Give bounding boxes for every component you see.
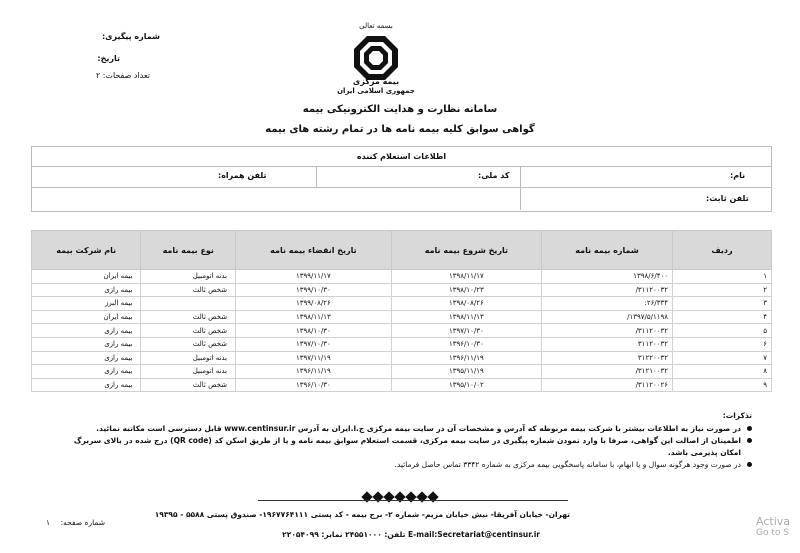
footer-divider bbox=[258, 500, 568, 501]
start-date-cell: ۱۳۹۵/۱۰/۰۲ bbox=[391, 378, 541, 392]
bullet-icon bbox=[747, 462, 752, 467]
col-start-date-header: تاریخ شروع بیمه نامه bbox=[391, 231, 541, 270]
page-title: سامانه نظارت و هدایت الکترونیکی بیمه bbox=[302, 104, 498, 115]
expiry-date-cell: ۱۳۹۶/۱۰/۳۰ bbox=[236, 378, 392, 392]
start-date-cell: ۱۳۹۸/۰۸/۲۶ bbox=[391, 297, 541, 311]
company-cell: بیمه رازی bbox=[32, 283, 141, 297]
footer-address: تهران- خیابان آفریقا- نبش خیابان مریم- شماره ۲- برج بیمه - کد پستی ۱۹۶۷۷۶۴۱۱۱- صندوق پستی ۵۵۸۸ - ۱۹۳۹۵ bbox=[154, 510, 570, 519]
expiry-date-cell: ۱۳۹۹/۱۱/۱۷ bbox=[236, 270, 392, 284]
applicant-divider-h bbox=[31, 187, 772, 188]
expiry-date-cell: ۱۳۹۹/۰۸/۲۶ bbox=[236, 297, 392, 311]
footer-contact: E-mail:Secretariat@centinsur.ir تلفن: ۲۴۵۵۱۰۰۰ نمابر: ۲۲۰۵۴۰۹۹ bbox=[282, 530, 540, 539]
row-number-cell: ۲ bbox=[673, 283, 772, 297]
page-count-label: تعداد صفحات: bbox=[102, 71, 150, 80]
applicant-grid bbox=[31, 166, 772, 212]
row-number-cell: ۶ bbox=[673, 337, 772, 351]
applicant-divider-v3 bbox=[520, 188, 521, 210]
policy-number-cell: ۳۱۲۱۰۰۳۲/ bbox=[542, 365, 673, 379]
policy-number-cell: ۱۳۹۸/۶/۴۰۰ bbox=[542, 270, 673, 284]
policy-type-cell: شخص ثالث bbox=[141, 337, 236, 351]
policy-type-cell: بدنه اتومبیل bbox=[141, 365, 236, 379]
company-cell: بیمه رازی bbox=[32, 378, 141, 392]
table-row bbox=[32, 337, 772, 351]
expiry-date-cell: ۱۳۹۹/۱۰/۳۰ bbox=[236, 283, 392, 297]
start-date-cell: ۱۳۹۷/۱۰/۳۰ bbox=[391, 324, 541, 338]
table-header-row bbox=[32, 231, 772, 270]
policy-number-cell: ۳۱۱۲۰۰۳۲ bbox=[542, 337, 673, 351]
company-cell: بیمه البرز bbox=[32, 297, 141, 311]
expiry-date-cell: ۱۳۹۶/۱۱/۱۹ bbox=[236, 365, 392, 379]
col-policy-number-header: شماره بیمه نامه bbox=[542, 231, 673, 270]
table-row bbox=[32, 297, 772, 311]
table-row bbox=[32, 365, 772, 379]
col-company-header: نام شرکت بیمه bbox=[32, 231, 141, 270]
applicant-section-title: اطلاعات استعلام کننده bbox=[31, 146, 772, 167]
start-date-cell: ۱۳۹۵/۱۱/۱۹ bbox=[391, 365, 541, 379]
basmala: بسمه تعالی bbox=[359, 22, 393, 30]
row-number-cell: ۸ bbox=[673, 365, 772, 379]
start-date-cell: ۱۳۹۶/۱۰/۳۰ bbox=[391, 337, 541, 351]
notes-title: تذکرات: bbox=[722, 411, 752, 420]
note-item-1: در صورت نیاز به اطلاعات بیشتر با شرکت بیمه مربوطه که آدرس و مشخصات آن در سایت بیمه مرکزی ج.ا.ایران به آدرس www.centinsur.ir قابل دسترسی است مکاتبه نمائید. bbox=[52, 423, 752, 435]
page-number-label: شماره صفحه: bbox=[60, 518, 105, 527]
row-number-cell: ۹ bbox=[673, 378, 772, 392]
policy-type-cell bbox=[141, 297, 236, 311]
tracking-label: شماره پیگیری: bbox=[101, 32, 160, 41]
date-label: تاریخ: bbox=[97, 54, 120, 63]
row-number-cell: ۷ bbox=[673, 351, 772, 365]
table-row bbox=[32, 283, 772, 297]
policy-number-cell: ۳۱۱۲۰۰۳۲/ bbox=[542, 283, 673, 297]
note-item-3: در صورت وجود هرگونه سوال و یا ابهام، با سامانه پاسخگویی بیمه مرکزی به شماره ۳۳۴۲ تماس حاصل فرمائید. bbox=[52, 459, 752, 471]
notes-section bbox=[52, 410, 752, 471]
row-number-cell: ۳ bbox=[673, 297, 772, 311]
company-cell: بیمه ایران bbox=[32, 310, 141, 324]
col-expiry-date-header: تاریخ انقضاء بیمه نامه bbox=[236, 231, 392, 270]
expiry-date-cell: ۱۳۹۷/۱۱/۱۹ bbox=[236, 351, 392, 365]
name-label: نام: bbox=[730, 171, 746, 180]
applicant-divider-v1 bbox=[520, 166, 521, 187]
expiry-date-cell: ۱۳۹۷/۱۰/۳۰ bbox=[236, 337, 392, 351]
table-row bbox=[32, 310, 772, 324]
policy-type-cell: بدنه اتومبیل bbox=[141, 270, 236, 284]
company-cell: بیمه رازی bbox=[32, 365, 141, 379]
page-count-value: ۲ bbox=[96, 71, 101, 80]
policy-type-cell: شخص ثالث bbox=[141, 310, 236, 324]
policy-number-cell: ۱۳۹۷/۵/۱۱۹۸/ bbox=[542, 310, 673, 324]
policy-type-cell: شخص ثالث bbox=[141, 378, 236, 392]
col-row-header: ردیف bbox=[673, 231, 772, 270]
page-subtitle: گواهی سوابق کلیه بیمه نامه ها در تمام رشته های بیمه bbox=[265, 124, 535, 135]
company-cell: بیمه ایران bbox=[32, 270, 141, 284]
note-item-2: اطمینان از اصالت این گواهی، صرفا با وارد نمودن شماره پیگیری در سایت بیمه مرکزی، قسمت استعلام سوابق بیمه نامه و یا از طریق اسکن کد (QR code) درج شده در بالای سربرگ امکان پذیرمی باشد. bbox=[52, 435, 752, 459]
policy-number-cell: ۲۶/۳۳۴: bbox=[542, 297, 673, 311]
logo-text-2: جمهوری اسلامی ایران bbox=[337, 87, 415, 95]
company-cell: بیمه رازی bbox=[32, 351, 141, 365]
national-code-label: کد ملی: bbox=[478, 171, 510, 180]
insurance-history-table bbox=[31, 230, 772, 392]
policy-number-cell: ۳۱۲۲۰۰۳۲ bbox=[542, 351, 673, 365]
activation-watermark: Activa Go to S bbox=[756, 515, 790, 538]
start-date-cell: ۱۳۹۶/۱۱/۱۹ bbox=[391, 351, 541, 365]
expiry-date-cell: ۱۳۹۸/۱۰/۳۰ bbox=[236, 324, 392, 338]
company-cell: بیمه رازی bbox=[32, 324, 141, 338]
policy-number-cell: ۳۱۱۲۰۰۲۶/ bbox=[542, 378, 673, 392]
page-number-value: ۱ bbox=[46, 518, 51, 527]
table-row bbox=[32, 378, 772, 392]
policy-type-cell: شخص ثالث bbox=[141, 324, 236, 338]
logo-text-1: بیمه مرکزی bbox=[352, 77, 400, 86]
start-date-cell: ۱۳۹۸/۱۱/۱۳ bbox=[391, 310, 541, 324]
row-number-cell: ۵ bbox=[673, 324, 772, 338]
policy-number-cell: ۳۱۱۲۰۰۳۲/ bbox=[542, 324, 673, 338]
start-date-cell: ۱۳۹۸/۱۱/۱۷ bbox=[391, 270, 541, 284]
row-number-cell: ۴ bbox=[673, 310, 772, 324]
row-number-cell: ۱ bbox=[673, 270, 772, 284]
bullet-icon bbox=[747, 438, 752, 443]
policy-type-cell: شخص ثالث bbox=[141, 283, 236, 297]
table-row bbox=[32, 324, 772, 338]
central-insurance-logo bbox=[352, 34, 400, 82]
table-row bbox=[32, 270, 772, 284]
col-policy-type-header: نوع بیمه نامه bbox=[141, 231, 236, 270]
bullet-icon bbox=[747, 426, 752, 431]
landline-label: تلفن ثابت: bbox=[706, 194, 749, 203]
start-date-cell: ۱۳۹۸/۱۰/۲۳ bbox=[391, 283, 541, 297]
table-row bbox=[32, 351, 772, 365]
applicant-divider-v2 bbox=[316, 166, 317, 187]
mobile-label: تلفن همراه: bbox=[218, 171, 267, 180]
expiry-date-cell: ۱۳۹۸/۱۱/۱۳ bbox=[236, 310, 392, 324]
company-cell: بیمه رازی bbox=[32, 337, 141, 351]
policy-type-cell: بدنه اتومبیل bbox=[141, 351, 236, 365]
